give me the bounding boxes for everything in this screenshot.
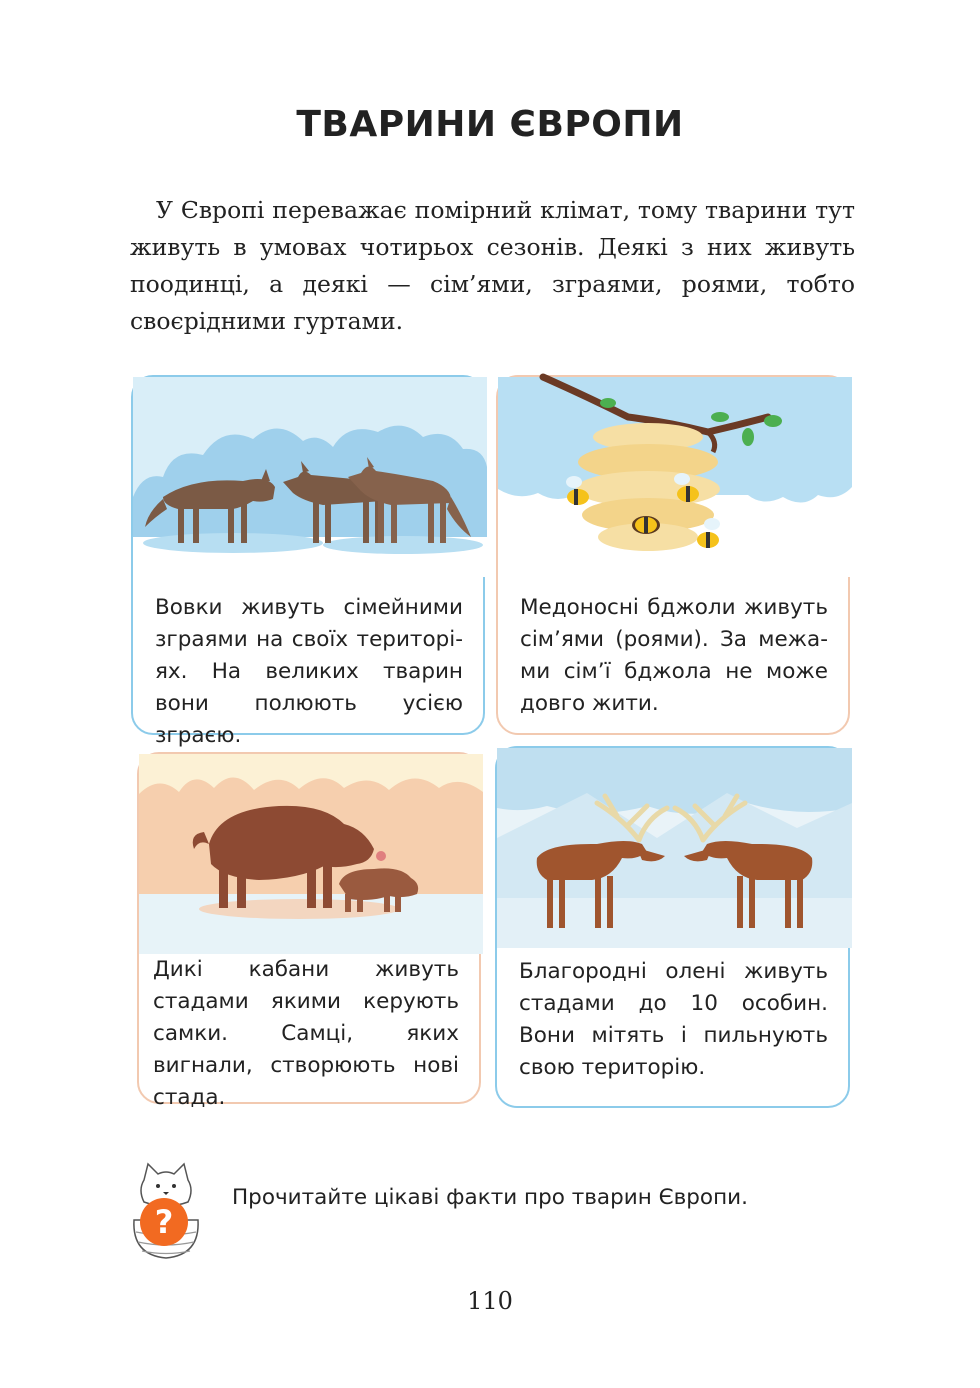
wolves-illustration xyxy=(133,377,487,577)
card-text: Вовки живуть сімейними зграями на своїх територіях. На великих тварин вони полюють усією зграєю. xyxy=(155,595,463,748)
card-boars xyxy=(137,752,481,1110)
card-text: Дикі кабани живуть стадами якими керують самки. Самці, яких вигнали, створюють нові стада. xyxy=(153,957,459,1110)
card-text: Благородні олені живуть стадами до 10 особин. Вони мітять і пильнують свою територію. xyxy=(519,959,828,1080)
card-wolves xyxy=(131,375,485,748)
card-deer xyxy=(495,746,850,1108)
intro-paragraph: У Європі переважає помірний клімат, тому тварини тут живуть в умовах чотирьох сезонів. Деякі з них живуть поодинці, а деякі — сім’ями, зграями, роями, тобто своєрідними гуртами. xyxy=(130,196,855,335)
page-number: 110 xyxy=(467,1287,513,1315)
question-mark: ? xyxy=(154,1203,174,1241)
question-cat-icon xyxy=(126,1160,206,1264)
card-text: Медоносні бджоли живуть сім’ями (роями). За межами сім’ї бджола не може довго жити. xyxy=(520,595,828,716)
boars-illustration xyxy=(139,754,483,954)
deer-illustration xyxy=(497,748,852,948)
bees-illustration xyxy=(498,377,852,577)
card-bees xyxy=(496,375,850,735)
footer-prompt: Прочитайте цікаві факти про тварин Європи. xyxy=(232,1185,748,1210)
page-title: ТВАРИНИ ЄВРОПИ xyxy=(296,104,684,145)
